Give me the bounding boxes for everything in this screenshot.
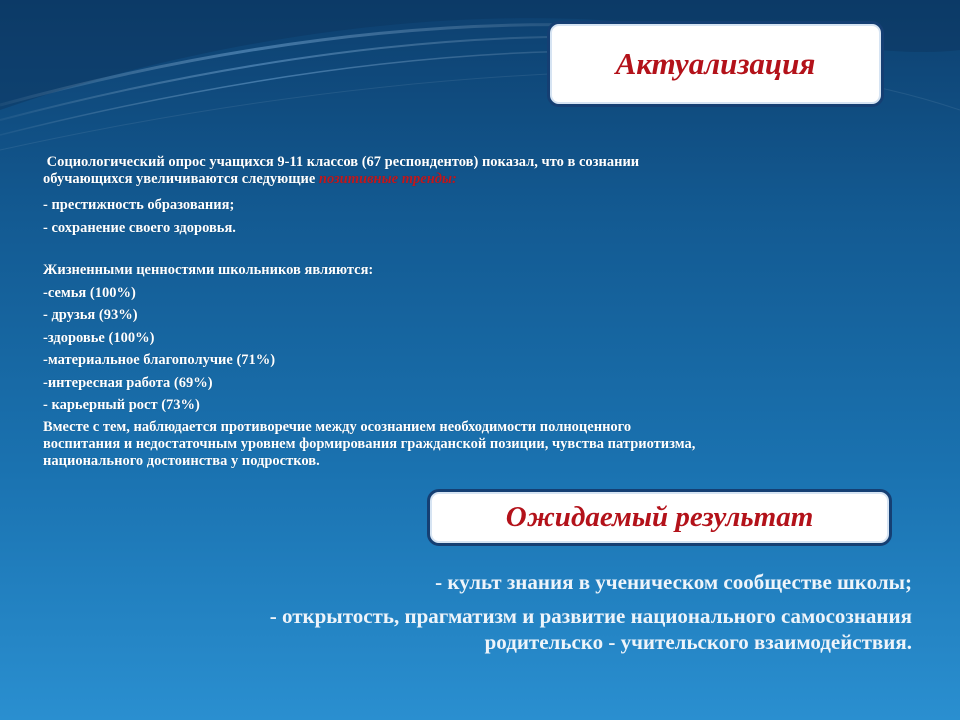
- survey-intro-line1: Социологический опрос учащихся 9-11 классов (67 респондентов) показал, что в сознании: [46, 154, 640, 170]
- actualization-title-box: [547, 21, 884, 107]
- value-item: -семья (100%): [43, 284, 136, 301]
- result-item: родительско - учительского взаимодействия.: [484, 630, 912, 654]
- contradiction-line3: национального достоинства у подростков.: [43, 452, 320, 469]
- expected-result-title: Ожидаемый результат: [505, 501, 814, 533]
- trend-item: - сохранение своего здоровья.: [43, 219, 236, 236]
- main-content: [43, 154, 903, 470]
- result-item: - открытость, прагматизм и развитие национального самосознания: [269, 604, 912, 628]
- contradiction-line1: Вместе с тем, наблюдается противоречие между осознанием необходимости полноценного: [43, 418, 632, 435]
- value-item: -здоровье (100%): [43, 329, 155, 346]
- value-item: -интересная работа (69%): [43, 374, 213, 391]
- values-heading: Жизненными ценностями школьников являются:: [43, 262, 374, 278]
- expected-results-list: [52, 569, 912, 655]
- value-item: - карьерный рост (73%): [43, 397, 200, 413]
- contradiction-line2: воспитания и недостаточным уровнем формирования гражданской позиции, чувства патриотизма,: [43, 435, 696, 452]
- value-item: - друзья (93%): [43, 307, 138, 323]
- actualization-title: Актуализация: [615, 46, 816, 81]
- trend-item: - престижность образования;: [43, 197, 235, 213]
- value-item: -материальное благополучие (71%): [43, 352, 276, 368]
- result-item: - культ знания в ученическом сообществе школы;: [435, 570, 912, 594]
- positive-trends-highlight: позитивные тренды:: [318, 171, 457, 187]
- survey-intro-line2: обучающихся увеличиваются следующие позитивные тренды:: [43, 171, 457, 187]
- expected-result-title-box: [427, 489, 892, 546]
